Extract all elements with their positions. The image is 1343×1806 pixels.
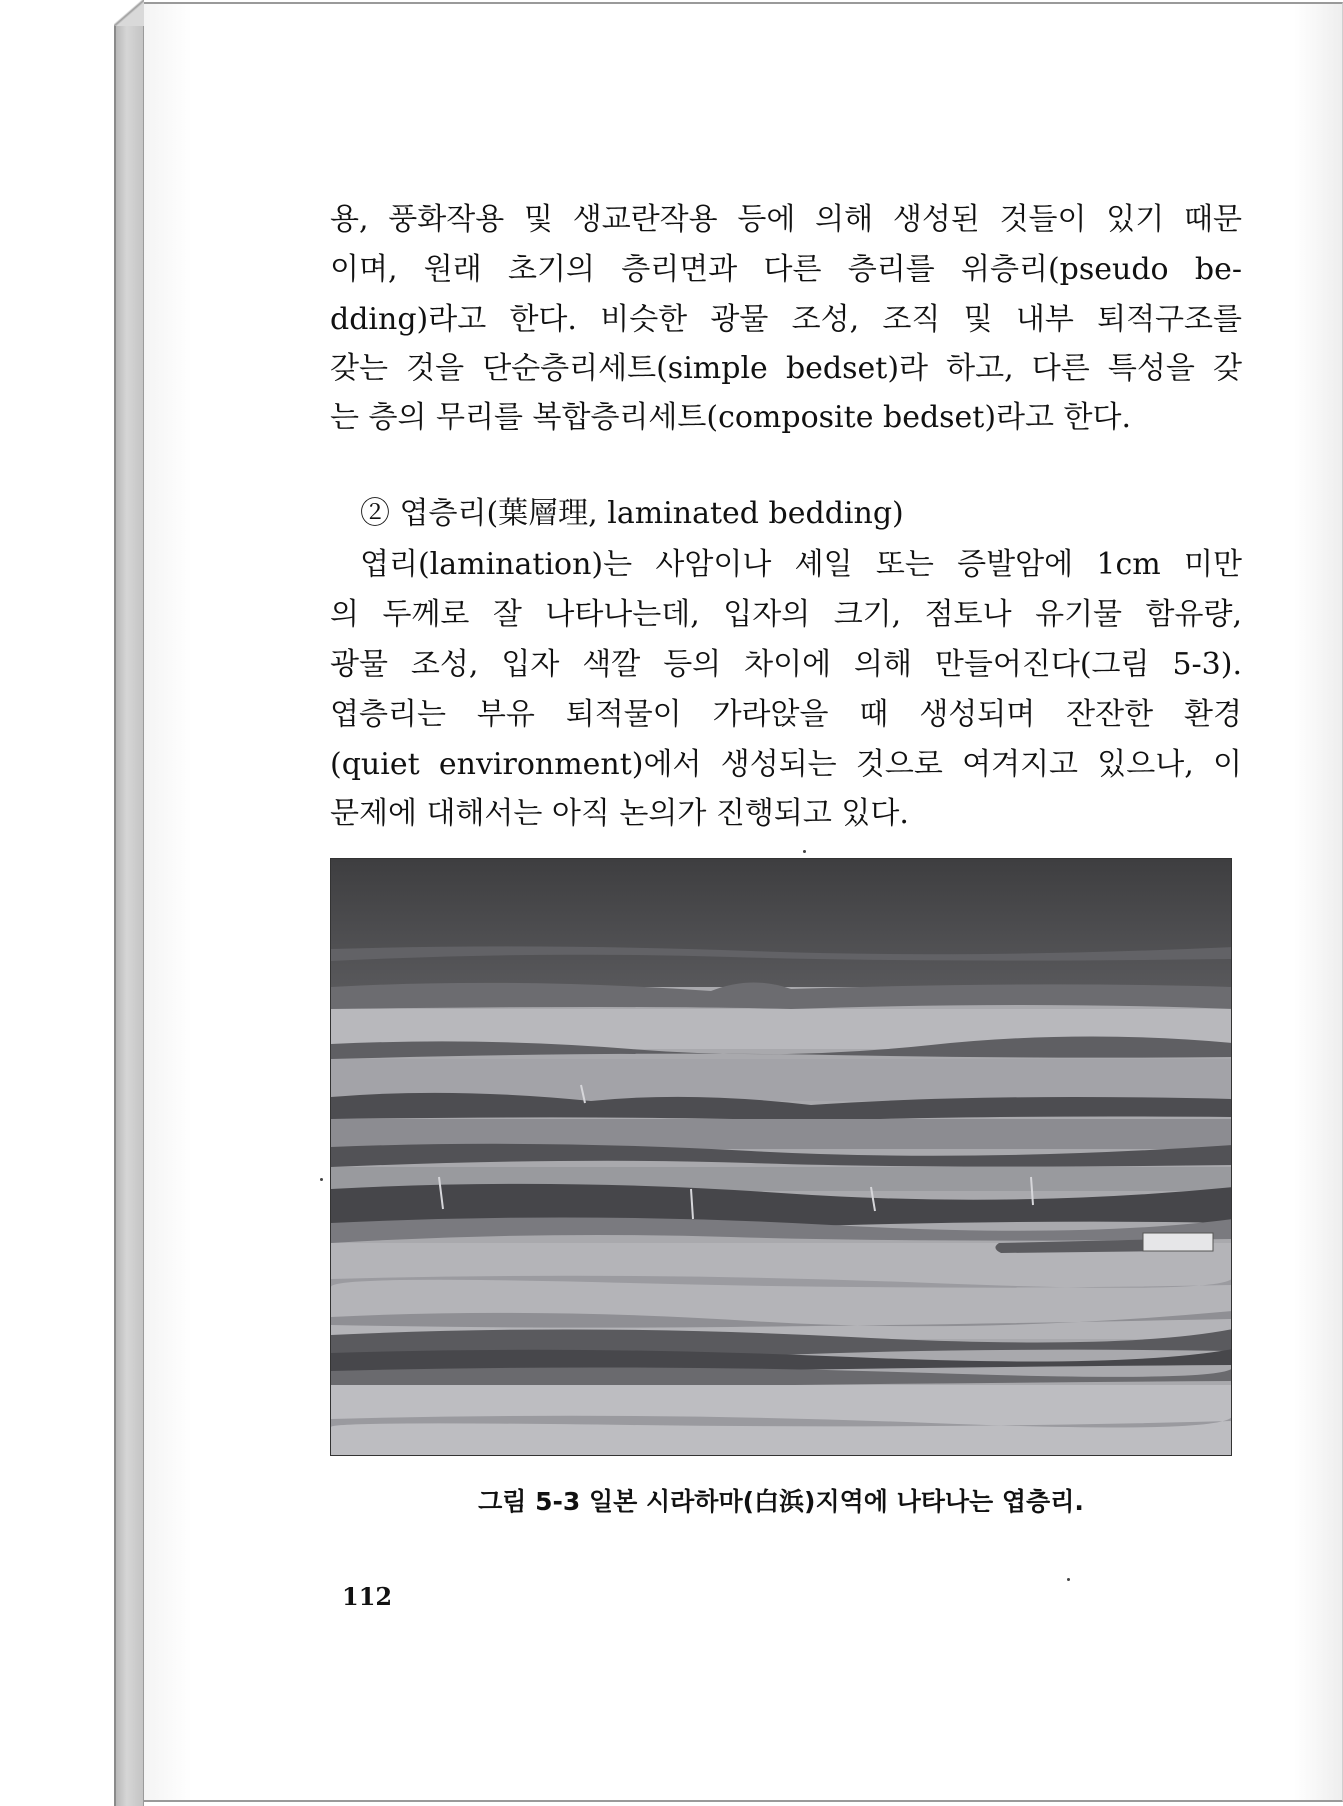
- scan-speck: [320, 1178, 323, 1181]
- figure-caption: 그림 5-3 일본 시라하마(白浜)지역에 나타나는 엽층리.: [478, 1487, 1084, 1516]
- laminated-bedding-photo: [330, 858, 1232, 1456]
- paragraph1-line-4: 갖는 것을 단순층리세트(simple bedset)라 하고, 다른 특성을 갖: [330, 351, 1242, 386]
- scan-speck: [803, 850, 806, 853]
- paragraph1-line-1: 용, 풍화작용 및 생교란작용 등에 의해 생성된 것들이 있기 때문: [330, 202, 1242, 237]
- spine-corner: [114, 0, 144, 26]
- paragraph2-line-2: 의 두께로 잘 나타나는데, 입자의 크기, 점토나 유기물 함유량,: [330, 597, 1242, 632]
- paragraph2-line-4: 엽층리는 부유 퇴적물이 가라앉을 때 생성되며 잔잔한 환경: [330, 697, 1242, 732]
- rock-strata-illustration: [331, 859, 1232, 1456]
- paragraph2-line-3: 광물 조성, 입자 색깔 등의 차이에 의해 만들어진다(그림 5-3).: [330, 647, 1242, 682]
- page-number: 112: [342, 1582, 393, 1611]
- paragraph1-line-2: 이며, 원래 초기의 층리면과 다른 층리를 위층리(pseudo be-: [330, 252, 1242, 287]
- book-spine: [114, 0, 144, 1806]
- section-heading: ② 엽층리(葉層理, laminated bedding): [360, 496, 904, 531]
- paragraph2-line-5: (quiet environment)에서 생성되는 것으로 여겨지고 있으나, 이: [330, 747, 1242, 782]
- paragraph1-line-3: dding)라고 한다. 비슷한 광물 조성, 조직 및 내부 퇴적구조를: [330, 302, 1242, 337]
- paragraph2-line-6: 문제에 대해서는 아직 논의가 진행되고 있다.: [330, 796, 909, 831]
- paragraph2-line-1: 엽리(lamination)는 사암이나 셰일 또는 증발암에 1cm 미만: [360, 547, 1242, 582]
- scan-speck: [1067, 1578, 1070, 1581]
- paragraph1-line-5: 는 층의 무리를 복합층리세트(composite bedset)라고 한다.: [330, 400, 1132, 435]
